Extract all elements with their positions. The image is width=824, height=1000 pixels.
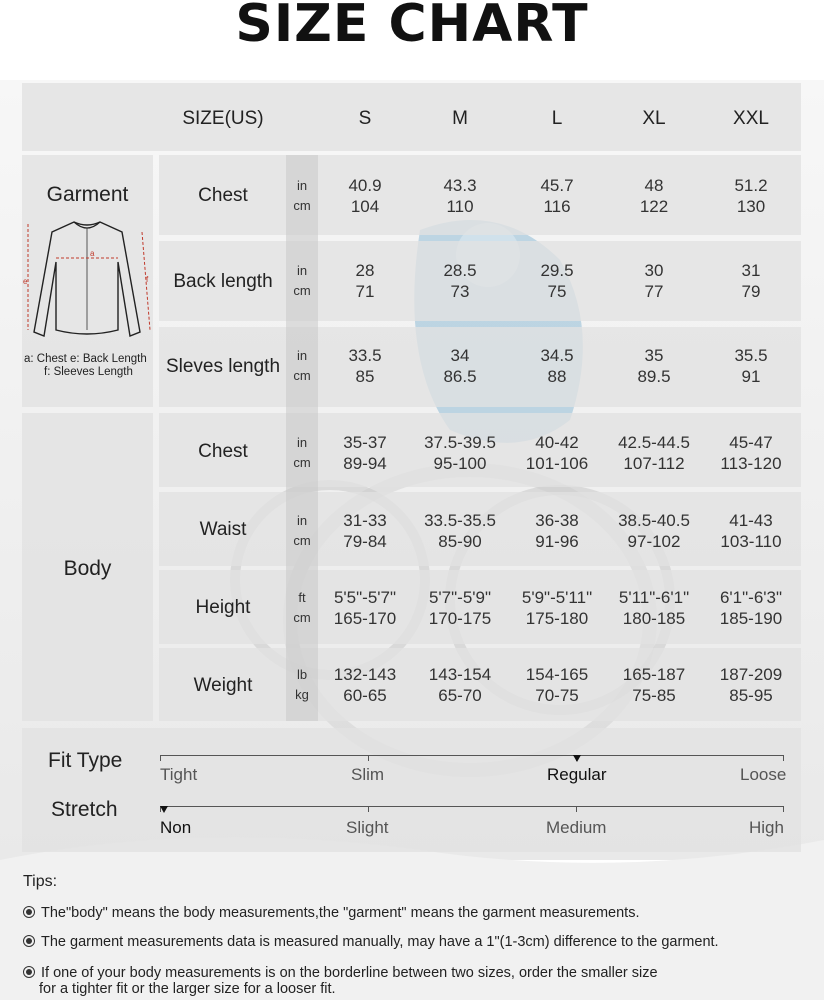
stretch-label: Stretch	[51, 798, 118, 821]
body-row-label: Chest	[198, 441, 248, 462]
body-cell: 35-37 89-94	[343, 433, 387, 473]
garment-cell: 30 77	[644, 261, 664, 301]
bullet-icon	[23, 906, 35, 918]
garment-cell: 43.3 110	[443, 176, 477, 216]
garment-cell: 28 71	[355, 261, 375, 301]
stretch-scale-line	[160, 806, 784, 807]
fit-stretch-panel	[22, 728, 801, 852]
tips-heading: Tips:	[23, 873, 58, 890]
garment-cell: 29.5 75	[540, 261, 574, 301]
body-cell: 187-209 85-95	[719, 665, 783, 705]
stretch-scale-non: Non	[160, 818, 192, 837]
tip-item: If one of your body measurements is on the borderline between two sizes, order the smaller size	[23, 965, 658, 981]
garment-cell: 34.5 88	[540, 346, 574, 386]
stretch-scale-high: High	[749, 818, 784, 837]
garment-cell: 34 86.5	[443, 346, 477, 386]
body-row-units: ft cm	[293, 590, 311, 625]
garment-cell: 40.9 104	[348, 176, 382, 216]
body-cell: 143-154 65-70	[428, 665, 492, 705]
body-cell: 40-42 101-106	[525, 433, 589, 473]
bullet-icon	[23, 935, 35, 947]
legend-sleeves-length: f: Sleeves Length	[44, 366, 133, 378]
garment-cell: 45.7 116	[540, 176, 574, 216]
garment-cell: 35 89.5	[637, 346, 671, 386]
body-cell: 5'11"-6'1" 180-185	[618, 588, 690, 628]
body-cell: 37.5-39.5 95-100	[424, 433, 496, 473]
size-header-xl: XL	[642, 108, 666, 129]
fit-scale-regular: Regular	[547, 765, 607, 784]
body-row-units: in cm	[293, 513, 311, 548]
size-header-label: SIZE(US)	[182, 108, 264, 129]
fit-type-label: Fit Type	[48, 749, 123, 772]
fit-scale-slim: Slim	[351, 765, 385, 784]
fit-scale-loose: Loose	[740, 765, 787, 784]
tip-item: The"body" means the body measurements,the "garment" means the garment measurements.	[23, 905, 639, 921]
body-cell: 5'9"-5'11" 175-180	[521, 588, 593, 628]
fit-type-scale-line	[160, 755, 784, 756]
jersey-diagram-icon	[22, 212, 153, 352]
stretch-scale-slight: Slight	[346, 818, 389, 837]
svg-text:f: f	[146, 275, 149, 284]
body-cell: 41-43 103-110	[720, 511, 782, 551]
body-cell: 36-38 91-96	[535, 511, 579, 551]
garment-row-label: Back length	[173, 271, 273, 292]
bullet-icon	[23, 966, 35, 978]
size-header-m: M	[452, 108, 468, 129]
body-row-units: lb kg	[295, 667, 309, 702]
garment-row-label: Chest	[198, 185, 248, 206]
garment-cell: 51.2 130	[734, 176, 768, 216]
body-cell: 132-143 60-65	[333, 665, 397, 705]
legend-back-length: e: Back Length	[70, 353, 147, 365]
stretch-marker-icon	[160, 806, 168, 813]
svg-text:e: e	[23, 277, 28, 286]
size-header-s: S	[358, 108, 372, 129]
body-cell: 6'1"-6'3" 185-190	[719, 588, 783, 628]
body-row-label: Weight	[193, 675, 253, 696]
garment-row-units: in cm	[293, 263, 311, 298]
garment-row-units: in cm	[293, 348, 311, 383]
garment-cell: 28.5 73	[443, 261, 477, 301]
legend-chest: a: Chest	[24, 353, 67, 365]
svg-text:a: a	[90, 249, 95, 258]
body-cell: 42.5-44.5 107-112	[618, 433, 690, 473]
garment-row-units: in cm	[293, 178, 311, 213]
tip-item: The garment measurements data is measured manually, may have a 1"(1-3cm) difference to the garment.	[23, 934, 719, 950]
garment-legend	[24, 353, 155, 379]
fit-type-marker-icon	[573, 755, 581, 762]
fit-scale-tight: Tight	[160, 765, 198, 784]
stretch-scale-medium: Medium	[546, 818, 607, 837]
body-cell: 38.5-40.5 97-102	[618, 511, 690, 551]
body-cell: 5'5"-5'7" 165-170	[333, 588, 397, 628]
body-row-label: Height	[195, 597, 251, 618]
garment-section-label: Garment	[46, 183, 129, 206]
garment-cell: 33.5 85	[348, 346, 382, 386]
body-row-units: in cm	[293, 435, 311, 470]
tip-item-continued: for a tighter fit or the larger size for a looser fit.	[39, 981, 336, 997]
garment-cell: 35.5 91	[734, 346, 768, 386]
garment-row-label: Sleves length	[165, 356, 281, 377]
body-cell: 154-165 70-75	[525, 665, 589, 705]
body-cell: 165-187 75-85	[622, 665, 686, 705]
body-cell: 5'7"-5'9" 170-175	[428, 588, 492, 628]
size-header-xxl: XXL	[733, 108, 769, 129]
body-row-label: Waist	[199, 519, 247, 540]
body-cell: 31-33 79-84	[343, 511, 387, 551]
page-title: SIZE CHART	[235, 0, 589, 54]
body-section-label: Body	[63, 557, 112, 580]
size-header-l: L	[551, 108, 563, 129]
body-cell: 33.5-35.5 85-90	[424, 511, 496, 551]
garment-cell: 48 122	[639, 176, 669, 216]
body-cell: 45-47 113-120	[720, 433, 782, 473]
garment-cell: 31 79	[741, 261, 761, 301]
